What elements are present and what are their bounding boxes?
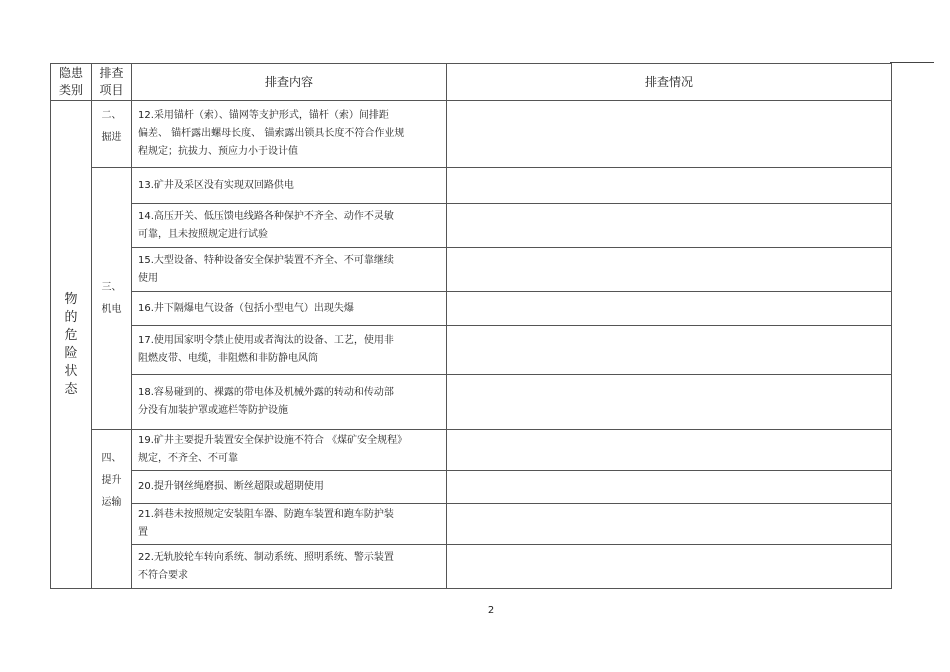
content-line: 程规定；抗拔力、预应力小于设计值 [138,146,298,157]
category-char: 状 [64,363,78,379]
content-line: 可靠，且未按照规定进行试验 [138,228,268,240]
item-line: 机电 [101,303,122,315]
page-number: 2 [487,605,495,616]
status-cell[interactable] [447,326,892,375]
table-row [51,471,892,504]
table-row [51,204,892,248]
item-line: 运输 [101,497,122,508]
status-cell[interactable] [447,504,892,545]
status-cell[interactable] [447,101,892,168]
item-cell-electromechanical [92,168,132,430]
category-char: 物 [64,291,78,307]
content-cell [132,504,447,545]
category-char: 险 [64,345,78,361]
content-cell [132,375,447,430]
content-line: 分没有加装护罩或遮栏等防护设施 [138,405,288,416]
content-cell [132,168,447,204]
content-line: 21.斜巷未按照规定安装阻车器、防跑车装置和跑车防护装 [138,509,394,520]
table-row [51,168,892,204]
category-char: 危 [64,327,78,343]
content-line: 偏差、 锚杆露出螺母长度、 锚索露出锁具长度不符合作业规 [138,128,405,139]
content-cell [132,292,447,326]
content-line: 阻燃皮带、电缆，非阻燃和非防静电风筒 [138,353,318,364]
content-line: 16.井下隔爆电气设备（包括小型电气）出现失爆 [138,302,354,314]
content-line: 17.使用国家明令禁止使用或者淘汰的设备、工艺，使用非 [138,335,394,346]
status-cell[interactable] [447,248,892,292]
category-char: 的 [64,309,78,325]
table-row [51,248,892,292]
content-line: 20.提升钢丝绳磨损、断丝超限或超期使用 [138,481,324,492]
header-category-line-1: 隐患 [58,66,83,80]
content-cell [132,101,447,168]
content-line: 12.采用锚杆（索）、锚网等支护形式，锚杆（索）间排距 [138,110,389,121]
content-line: 使用 [138,272,158,284]
content-line: 15.大型设备、特种设备安全保护装置不齐全、不可靠继续 [138,254,394,266]
table-row [51,545,892,589]
content-cell [132,471,447,504]
item-line: 提升 [101,475,122,486]
top-right-rule [890,62,934,63]
header-item-line-1: 排查 [99,66,124,80]
content-line: 置 [138,527,148,538]
category-char: 态 [64,381,78,397]
content-cell [132,204,447,248]
content-line: 18.容易碰到的、裸露的带电体及机械外露的转动和传动部 [138,387,394,398]
status-cell[interactable] [447,292,892,326]
content-line: 19.矿井主要提升装置安全保护设施不符合 《煤矿安全规程》 [138,435,408,446]
table-row [51,375,892,430]
content-cell [132,248,447,292]
header-item-line-2: 项目 [99,83,124,97]
item-cell-hoisting-transport [92,430,132,589]
content-line: 13.矿井及采区没有实现双回路供电 [138,179,294,191]
item-cell-excavation [92,101,132,168]
content-line: 不符合要求 [138,569,188,581]
header-category-line-2: 类别 [58,83,83,97]
status-cell[interactable] [447,375,892,430]
status-cell[interactable] [447,471,892,504]
status-cell[interactable] [447,204,892,248]
header-status: 排查情况 [447,64,892,101]
header-row [51,64,892,101]
status-cell[interactable] [447,545,892,589]
header-category [51,64,92,101]
table-row [51,101,892,168]
content-line: 22.无轨胶轮车转向系统、制动系统、照明系统、警示装置 [138,551,394,563]
table-row [51,504,892,545]
header-item [92,64,132,101]
item-line: 三、 [101,281,122,293]
item-line: 掘进 [101,132,122,143]
table-row [51,430,892,471]
content-cell [132,430,447,471]
content-line: 规定，不齐全、不可靠 [138,453,238,464]
status-cell[interactable] [447,430,892,471]
category-cell [51,101,92,589]
table-row [51,292,892,326]
table-row [51,326,892,375]
hazard-inspection-table [50,63,892,589]
content-cell [132,326,447,375]
item-line: 二、 [101,110,122,121]
item-line: 四、 [101,453,122,464]
content-line: 14.高压开关、低压馈电线路各种保护不齐全、动作不灵敏 [138,210,394,222]
content-cell [132,545,447,589]
status-cell[interactable] [447,168,892,204]
header-content: 排查内容 [132,64,447,101]
